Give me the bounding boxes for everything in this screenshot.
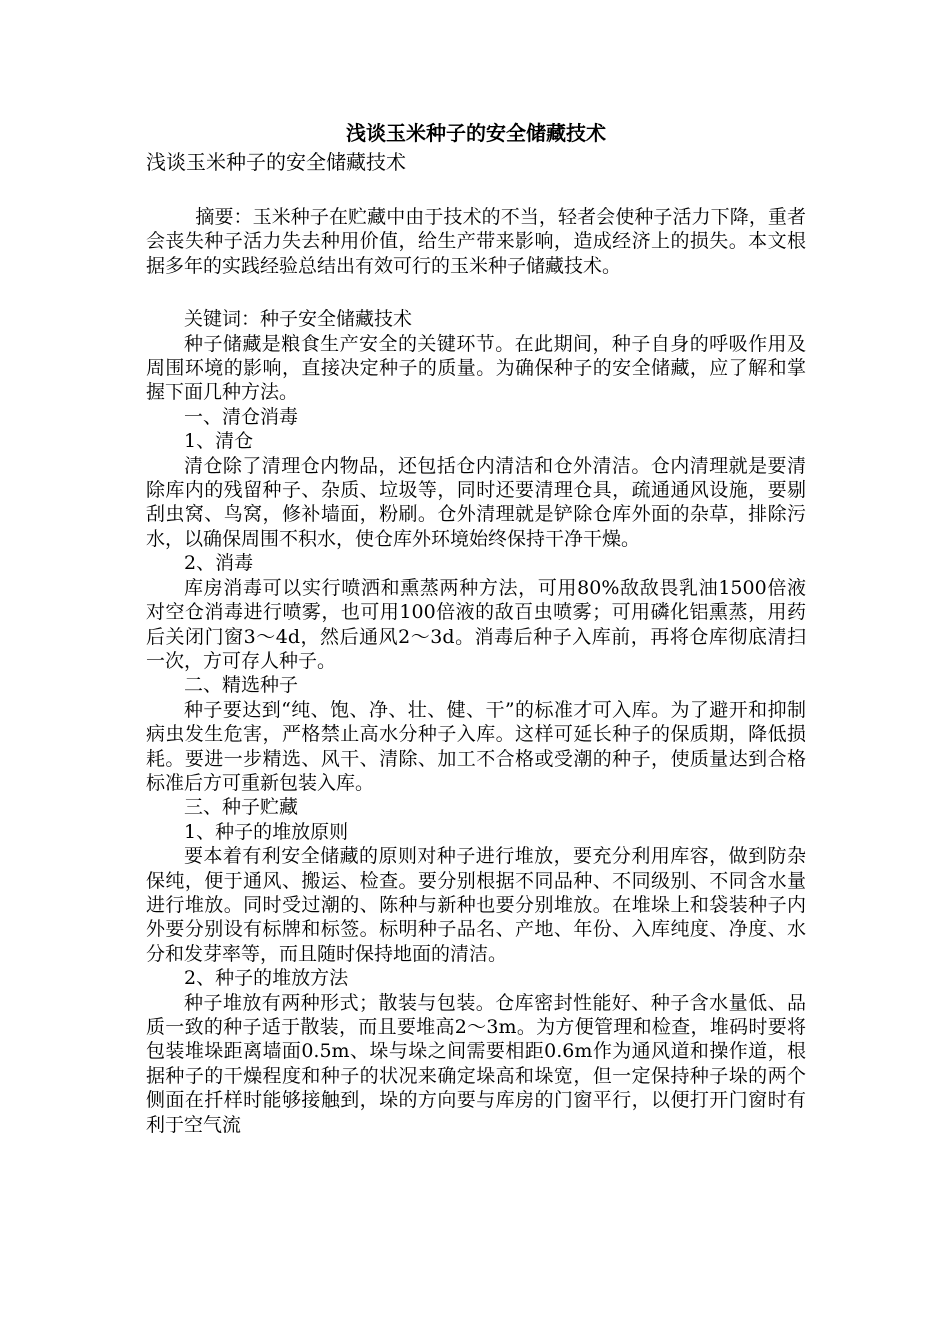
subsection-heading-3-1: 1、种子的堆放原则 xyxy=(184,820,349,843)
keywords-line: 关键词：种子安全储藏技术 xyxy=(184,308,413,331)
subsection-heading-3-2: 2、种子的堆放方法 xyxy=(184,967,349,990)
section-heading-2: 二、精选种子 xyxy=(184,674,299,697)
abstract-paragraph: 摘要：玉米种子在贮藏中由于技术的不当，轻者会使种子活力下降，重者会丧失种子活力失去种用价值，给生产带来影响，造成经济上的损失。本文根据多年的实践经验总结出有效可行的玉米种子储藏技术。 xyxy=(146,206,806,277)
section-heading-3: 三、种子贮藏 xyxy=(184,796,299,819)
paragraph-3-1: 要本着有利安全储藏的原则对种子进行堆放，要充分利用库容，做到防杂保纯，便于通风、搬运、检查。要分别根据不同品种、不同级别、不同含水量进行堆放。同时受过潮的、陈种与新种也要分别堆放。在堆垛上和袋装种子内外要分别设有标牌和标签。标明种子品名、产地、年份、入库纯度、净度、水分和发芽率等，而且随时保持地面的清洁。 xyxy=(146,845,806,965)
blank-line xyxy=(146,278,806,307)
document-body xyxy=(146,118,806,1137)
paragraph-1-1: 清仓除了清理仓内物品，还包括仓内清洁和仓外清洁。仓内清理就是要清除库内的残留种子、杂质、垃圾等，同时还要清理仓具，疏通通风设施，要剔刮虫窝、鸟窝，修补墙面，粉刷。仓外清理就是铲除仓库外面的杂草，排除污水，以确保周围不积水，使仓库外环境始终保持干净干燥。 xyxy=(146,454,806,550)
intro-paragraph: 种子储藏是粮食生产安全的关键环节。在此期间，种子自身的呼吸作用及周围环境的影响，直接决定种子的质量。为确保种子的安全储藏，应了解和掌握下面几种方法。 xyxy=(146,332,806,404)
document-title: 浅谈玉米种子的安全储藏技术 xyxy=(346,121,606,145)
paragraph-3-2: 种子堆放有两种形式；散装与包装。仓库密封性能好、种子含水量低、品质一致的种子适于散装，而且要堆高2～3m。为方便管理和检查，堆码时要将包装堆垛距离墙面0.5m、垛与垛之间需要相距0.6m作为通风道和操作道，根据种子的干燥程度和种子的状况来确定垛高和垛宽，但一定保持种子垛的两个侧面在扦样时能够接触到，垛的方向要与库房的门窗平行，以便打开门窗时有利于空气流 xyxy=(146,991,806,1136)
blank-line xyxy=(146,176,806,205)
paragraph-1-2: 库房消毒可以实行喷洒和熏蒸两种方法，可用80%敌敌畏乳油1500倍液对空仓消毒进行喷雾，也可用100倍液的敌百虫喷雾；可用磷化铝熏蒸，用药后关闭门窗3～4d，然后通风2～3d。消毒后种子入库前，再将仓库彻底清扫一次，方可存人种子。 xyxy=(146,576,806,672)
subsection-heading-1-2: 2、消毒 xyxy=(184,552,254,575)
document-subtitle: 浅谈玉米种子的安全储藏技术 xyxy=(146,150,406,174)
subsection-heading-1-1: 1、清仓 xyxy=(184,430,254,453)
section-heading-1: 一、清仓消毒 xyxy=(184,405,299,428)
paragraph-2: 种子要达到“纯、饱、净、壮、健、干”的标准才可入库。为了避开和抑制病虫发生危害，严格禁止高水分种子入库。这样可延长种子的保质期，降低损耗。要进一步精选、风干、清除、加工不合格或受潮的种子，使质量达到合格标准后方可重新包装入库。 xyxy=(146,698,806,794)
